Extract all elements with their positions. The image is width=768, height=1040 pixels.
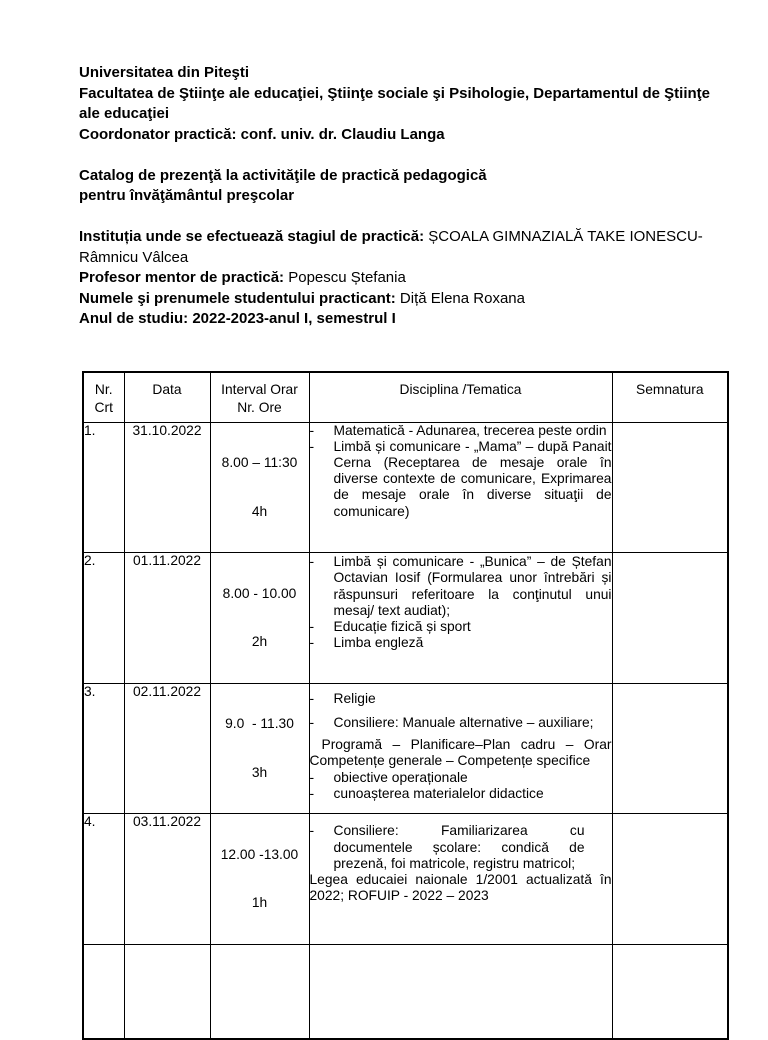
- activity-list: [309, 422, 612, 553]
- activity-text: obiective operaționale: [333, 769, 468, 785]
- activity-text: Matematică - Adunarea, trecerea peste ordin: [333, 422, 607, 438]
- activity-text: Limbă și comunicare - „Bunica” – de Ștefan Octavian Iosif (Formularea unor întrebări și răspunsuri referitoare la conţinutul unui mesaj/ text audiat);: [333, 554, 612, 618]
- empty-cell: [210, 945, 309, 1039]
- list-marker: -: [309, 635, 315, 651]
- table-row: [83, 683, 728, 814]
- time-interval: 8.00 - 10.00: [222, 585, 297, 601]
- hours-count: 2h: [251, 634, 268, 650]
- activity-item: [310, 786, 612, 802]
- list-marker: -: [309, 438, 315, 454]
- interval-cell: [210, 683, 309, 814]
- table-row: [83, 422, 728, 553]
- mentor-line: [79, 268, 724, 289]
- date-cell: 01.11.2022: [124, 553, 210, 684]
- header-signature: Semnatura: [612, 372, 728, 422]
- row-number: 4.: [83, 814, 124, 945]
- hours-count: 1h: [251, 895, 268, 911]
- university-name: Universitatea din Piteşti: [79, 64, 250, 81]
- activity-paragraph: Programă – Planificare–Plan cadru – Orar Competențe generale – Competențe specifice: [309, 737, 612, 769]
- empty-cell: [124, 945, 210, 1039]
- header-topic: Disciplina /Tematica: [309, 372, 612, 422]
- list-marker: -: [309, 714, 315, 730]
- activity-text: Consiliere: Manuale alternative – auxiliare;: [333, 714, 594, 730]
- hours-count: 4h: [251, 503, 268, 519]
- activity-item: [310, 635, 612, 651]
- empty-cell: [309, 945, 612, 1039]
- table-row: [83, 814, 728, 945]
- interval-cell: [210, 814, 309, 945]
- list-marker: -: [309, 769, 315, 785]
- mentor-label: Profesor mentor de practică:: [79, 269, 285, 286]
- institution-line: [79, 227, 724, 268]
- header-date: Data: [124, 372, 210, 422]
- empty-cell: [612, 945, 728, 1039]
- signature-cell: [612, 814, 728, 945]
- empty-row: [83, 945, 728, 1039]
- table-row: [83, 553, 728, 684]
- activity-item: [310, 715, 612, 731]
- spacer: [79, 207, 724, 228]
- signature-cell: [612, 683, 728, 814]
- activity-text: cunoașterea materialelor didactice: [333, 785, 544, 801]
- row-number: 3.: [83, 683, 124, 814]
- time-interval: 8.00 – 11:30: [221, 454, 298, 470]
- activity-text: Consiliere: Familiarizarea cu documentele școlare: condicǎ de prezenǎ, foi matricole, registru matricol;: [333, 823, 585, 871]
- student-line: [79, 289, 724, 310]
- list-marker: -: [309, 422, 315, 438]
- institution-value: ȘCOALA GIMNAZIALĂ TAKE IONESCU-Râmnicu Vâlcea: [79, 228, 703, 266]
- activity-paragraph: Legea educaiei naionale 1/2001 actualizatǎ în 2022; ROFUIP - 2022 – 2023: [309, 871, 612, 904]
- activity-text: Educație fizică și sport: [333, 618, 471, 634]
- study-year: Anul de studiu: 2022-2023-anul I, semestrul I: [79, 310, 396, 327]
- signature-cell: [612, 422, 728, 553]
- hours-count: 3h: [251, 764, 268, 780]
- list-marker: -: [309, 554, 315, 570]
- signature-cell: [612, 553, 728, 684]
- student-label: Numele şi prenumele studentului practicant:: [79, 289, 396, 307]
- student-value: Diță Elena Roxana: [399, 289, 525, 307]
- date-cell: 03.11.2022: [124, 814, 210, 945]
- activity-text: Religie: [333, 690, 376, 706]
- activity-item: [310, 619, 612, 635]
- activity-item: [310, 439, 612, 520]
- activity-item: [310, 554, 612, 619]
- empty-cell: [83, 945, 124, 1039]
- catalog-subtitle: pentru învăţământul preşcolar: [79, 187, 295, 204]
- interval-cell: [210, 422, 309, 553]
- activity-text: Limbă și comunicare - „Mama” – după Panait Cerna (Receptarea de mesaje orale în diverse contexte de comunicare, Exprimarea de mesaje orale în diverse situaţii de comunicare): [333, 438, 612, 519]
- institution-label: Instituția unde se efectuează stagiul de practică:: [79, 228, 425, 245]
- catalog-title: Catalog de prezenţă la activităţile de practică pedagogică: [79, 166, 487, 184]
- practice-coordinator: Coordonator practică: conf. univ. dr. Claudiu Langa: [79, 125, 445, 143]
- time-interval: 9.0 - 11.30: [225, 716, 294, 732]
- attendance-table: [82, 371, 729, 1040]
- list-marker: -: [309, 785, 315, 801]
- header-interval: Interval Orar Nr. Ore: [210, 372, 309, 422]
- date-cell: 02.11.2022: [124, 683, 210, 814]
- activity-item: [310, 423, 612, 439]
- activity-item: [310, 691, 612, 707]
- table-header-row: [83, 372, 728, 422]
- mentor-value: Popescu Ștefania: [288, 269, 406, 286]
- time-interval: 12.00 -13.00: [220, 846, 299, 862]
- activity-text: Limba engleză: [333, 635, 424, 651]
- list-marker: -: [309, 618, 315, 634]
- row-number: 1.: [83, 422, 124, 553]
- row-number: 2.: [83, 553, 124, 684]
- list-marker: -: [309, 823, 315, 839]
- interval-cell: [210, 553, 309, 684]
- faculty-name: Facultatea de Ştiinţe ale educaţiei, Ştiinţe sociale şi Psihologie, Departamentul de Ştiinţe ale educaţiei: [79, 84, 711, 122]
- header-nr: Nr. Crt: [83, 372, 124, 422]
- activity-list: [309, 814, 612, 945]
- activity-item: [310, 770, 612, 786]
- spacer: [79, 145, 724, 166]
- activity-list: [309, 683, 612, 814]
- activity-item: [310, 823, 585, 872]
- date-cell: 31.10.2022: [124, 422, 210, 553]
- activity-list: [309, 553, 612, 684]
- document-header: [79, 63, 724, 330]
- list-marker: -: [309, 690, 315, 706]
